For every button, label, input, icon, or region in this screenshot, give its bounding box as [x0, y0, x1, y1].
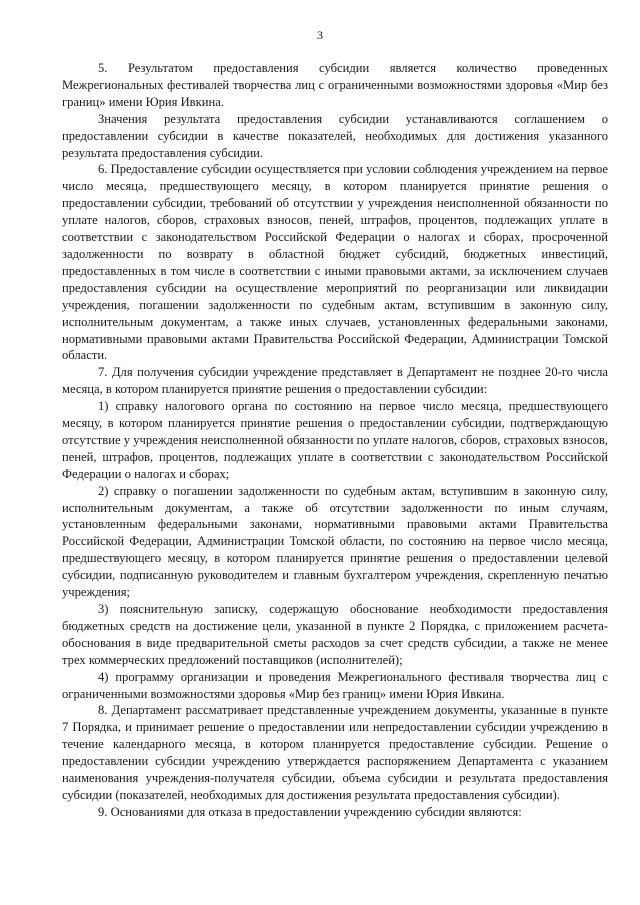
paragraph-7-item-3: 3) пояснительную записку, содержащую обоснование необходимости предоставления бюджетных средств на достижение цели, указанной в пункте 2 Порядка, с приложением расчета-обоснования в виде предварительной сметы расходов за счет средств субсидии, а также не менее трех коммерческих предложений поставщиков (исполнителей); [62, 602, 608, 667]
paragraph-7-item-2: 2) справку о погашении задолженности по судебным актам, вступившим в законную силу, исполнительным документам, а также об отсутствии задолженности по иным случаям, установленным федеральными законами, нормативными правовыми актами Правительства Российской Федерации, Администрации Томской области, по состоянию на первое число месяца, предшествующего месяцу, в котором планируется принятие решения о предоставлении целевой субсидии, подписанную руководителем и главным бухгалтером учреждения, скрепленную печатью учреждения; [62, 483, 608, 600]
paragraph-7: 7. Для получения субсидии учреждение представляет в Департамент не позднее 20-го числа месяца, в котором планируется принятие решения о предоставлении субсидии: [62, 365, 608, 397]
paragraph-6: 6. Предоставление субсидии осуществляется при условии соблюдения учреждением на первое число месяца, предшествующего месяцу, в котором планируется принятие решения о предоставлении субсидии, требований об отсутствии у учреждения неисполненной обязанности по уплате налогов, сборов, страховых взносов, пеней, штрафов, процентов, подлежащих уплате в соответствии с законодательством Российской Федерации о налогах и сборах, просроченной задолженности по возврату в областной бюджет субсидий, бюджетных инвестиций, предоставленных в том числе в соответствии с иными правовыми актами, за исключением случаев предоставления субсидии на осуществление мероприятий по реорганизации или ликвидации учреждения, погашении задолженности по судебным актам, вступившим в законную силу, исполнительным документам, а также иных случаев, установленных федеральными законами, нормативными правовыми актами Правительства Российской Федерации, Администрации Томской области. [62, 162, 608, 363]
paragraph-8: 8. Департамент рассматривает представленные учреждением документы, указанные в пункте 7 Порядка, и принимает решение о предоставлении или непредоставлении субсидии учреждению в течение календарного месяца, в котором планируется предоставление субсидии. Решение о предоставлении субсидии учреждению утверждается распоряжением Департамента с указанием наименования учреждения-получателя субсидии, объема субсидии и результата предоставления субсидии (показателей, необходимых для достижения результата предоставления субсидии). [62, 703, 608, 802]
paragraph-5-result-values: Значения результата предоставления субсидии устанавливаются соглашением о предоставлении субсидии в качестве показателей, необходимых для достижения указанного результата предоставления субсидии. [62, 111, 608, 160]
paragraph-9: 9. Основаниями для отказа в предоставлении учреждению субсидии являются: [98, 804, 522, 819]
document-body [62, 60, 608, 821]
paragraph-7-item-4: 4) программу организации и проведения Межрегионального фестиваля творчества лиц с ограниченными возможностями здоровья «Мир без границ» имени Юрия Ивкина. [62, 669, 608, 701]
paragraph-7-item-1: 1) справку налогового органа по состоянию на первое число месяца, предшествующего месяцу, в котором планируется принятие решения о предоставлении субсидии, подтверждающую отсутствие у учреждения неисполненной обязанности по уплате налогов, сборов, страховых взносов, пеней, штрафов, процентов, подлежащих уплате в соответствии с законодательством Российской Федерации о налогах и сборах; [62, 399, 608, 481]
page-number: 3 [317, 28, 323, 42]
paragraph-5: 5. Результатом предоставления субсидии является количество проведенных Межрегиональных фестивалей творчества лиц с ограниченными возможностями здоровья «Мир без границ» имени Юрия Ивкина. [62, 61, 608, 109]
